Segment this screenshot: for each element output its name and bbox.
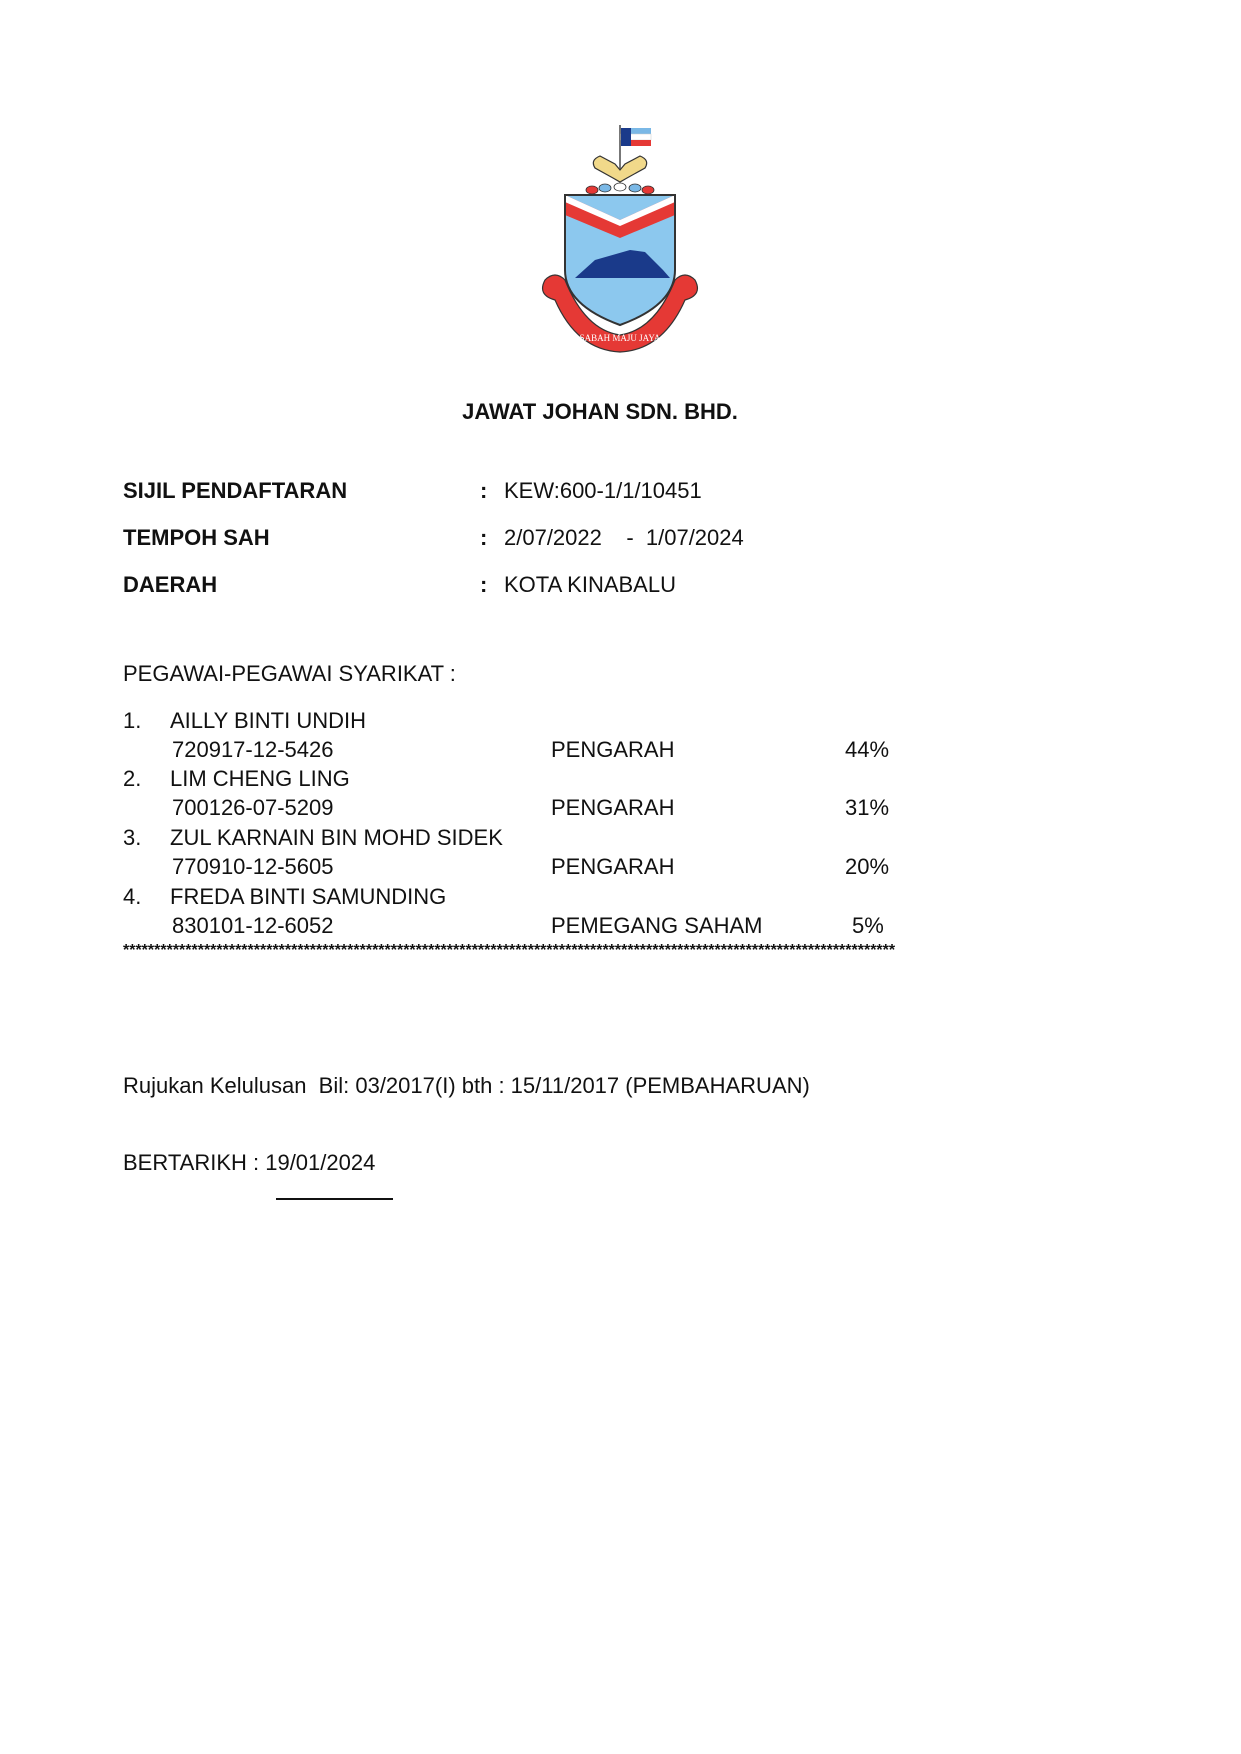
officer-name: ZUL KARNAIN BIN MOHD SIDEK xyxy=(170,825,503,850)
officer-ic: 700126-07-5209 xyxy=(172,795,334,820)
approval-reference: Rujukan Kelulusan Bil: 03/2017(I) bth : 15/11/2017 (PEMBAHARUAN) xyxy=(123,1073,810,1098)
dated-label: BERTARIKH : xyxy=(123,1150,266,1175)
officer-share: 31% xyxy=(845,795,890,820)
crest-motto: SABAH MAJU JAYA xyxy=(579,333,661,343)
officer-number: 3. xyxy=(123,825,142,850)
detail-separator: : xyxy=(480,572,488,597)
officer-share: 5% xyxy=(852,913,884,938)
date-underline xyxy=(276,1198,393,1200)
officer-number: 2. xyxy=(123,766,142,791)
detail-label-registration: SIJIL PENDAFTARAN xyxy=(123,478,348,503)
officer-ic: 830101-12-6052 xyxy=(172,913,334,938)
detail-label-district: DAERAH xyxy=(123,572,218,597)
company-name: JAWAT JOHAN SDN. BHD. xyxy=(462,399,738,424)
dated-value: 19/01/2024 xyxy=(265,1150,376,1175)
detail-separator: : xyxy=(480,525,488,550)
detail-label-validity: TEMPOH SAH xyxy=(123,525,270,550)
officer-ic: 770910-12-5605 xyxy=(172,854,334,879)
detail-separator: : xyxy=(480,478,488,503)
officer-name: AILLY BINTI UNDIH xyxy=(170,708,367,733)
officer-share: 44% xyxy=(845,737,890,762)
dated-line xyxy=(123,1150,375,1176)
officer-ic: 720917-12-5426 xyxy=(172,737,334,762)
sabah-crest-emblem xyxy=(535,120,705,355)
officer-role: PEMEGANG SAHAM xyxy=(551,913,763,938)
officer-number: 4. xyxy=(123,884,142,909)
officer-role: PENGARAH xyxy=(551,854,675,879)
detail-value-registration: KEW:600-1/1/10451 xyxy=(504,478,702,503)
officer-role: PENGARAH xyxy=(551,737,675,762)
detail-value-validity: 2/07/2022 - 1/07/2024 xyxy=(504,525,744,550)
asterisk-separator: **************************************************************************************************************************** xyxy=(123,942,896,959)
officer-number: 1. xyxy=(123,708,142,733)
officer-name: LIM CHENG LING xyxy=(170,766,350,791)
officers-heading: PEGAWAI-PEGAWAI SYARIKAT : xyxy=(123,661,456,686)
officer-name: FREDA BINTI SAMUNDING xyxy=(170,884,447,909)
officer-role: PENGARAH xyxy=(551,795,675,820)
detail-value-district: KOTA KINABALU xyxy=(504,572,676,597)
officer-share: 20% xyxy=(845,854,890,879)
